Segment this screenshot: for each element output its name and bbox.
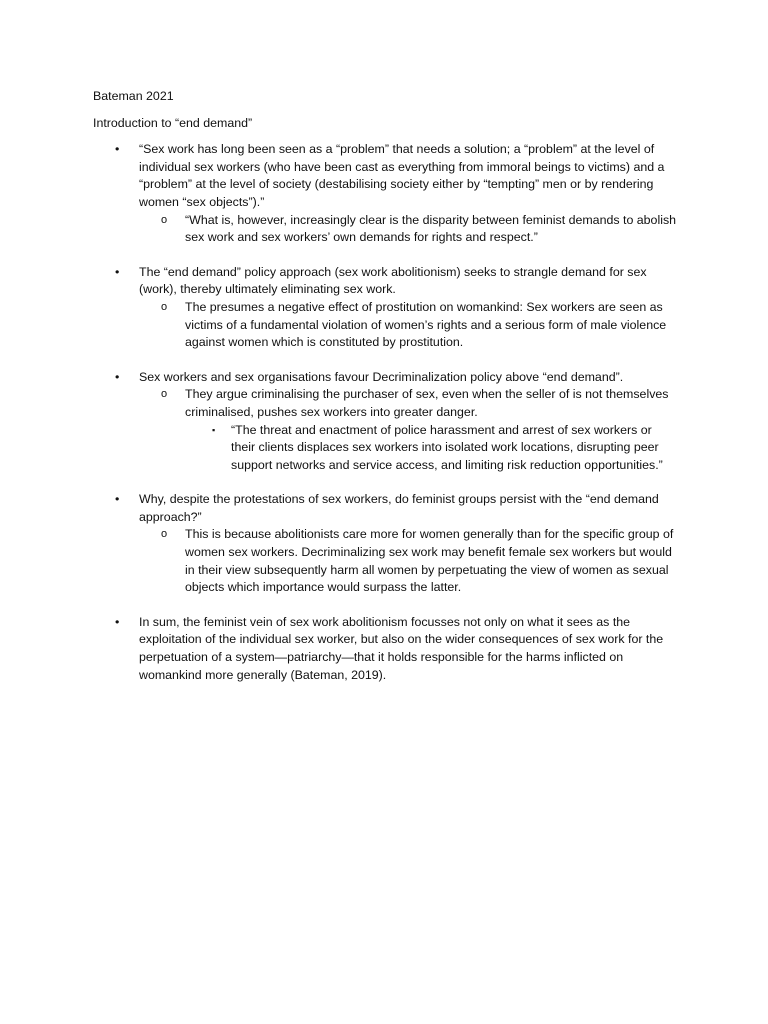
list-item bbox=[93, 141, 678, 247]
document-body bbox=[93, 88, 678, 701]
list-item-text: The “end demand” policy approach (sex work abolitionism) seeks to strangle demand for sex (work), thereby ultimately eliminating sex work. bbox=[139, 264, 647, 297]
list-item bbox=[93, 264, 678, 352]
list-item-text: Why, despite the protestations of sex workers, do feminist groups persist with the “end demand approach?” bbox=[139, 492, 659, 524]
sub-list-item-text: “What is, however, increasingly clear is the disparity between feminist demands to abolish sex work and sex workers’ own demands for rights and respect.” bbox=[185, 212, 677, 245]
list-item-text: Sex workers and sex organisations favour Decriminalization policy above “end demand”. bbox=[139, 369, 624, 384]
list-item bbox=[93, 491, 678, 597]
sub-list-item-text: The presumes a negative effect of prostitution on womankind: Sex workers are seen as victims of a fundamental violation of women’s rights and a serious form of male violence against women which is constituted by prostitution. bbox=[185, 299, 667, 350]
list-item bbox=[93, 614, 678, 684]
sub-sub-list-item bbox=[185, 422, 678, 475]
sub-list-item-text: This is because abolitionists care more for women generally than for the specific group of women sex workers. Decriminalizing sex work may benefit female sex workers but would in their view subsequently harm all women by perpetuating the view of women as sexual objects which importance would surpass the latter. bbox=[185, 527, 674, 595]
sub-list bbox=[139, 386, 678, 474]
sub-sub-list-item-text: “The threat and enactment of police harassment and arrest of sex workers or their clients displaces sex workers into isolated work locations, disrupting peer support networks and service access, and limiting risk reduction opportunities.” bbox=[231, 422, 663, 472]
sub-list-item bbox=[139, 386, 678, 474]
square-bullet-icon: ▪ bbox=[212, 424, 216, 435]
list-item-text: “Sex work has long been seen as a “problem” that needs a solution; a “problem” at the level of individual sex workers (who have been cast as everything from immoral beings to victims) and a “problem” at the level of society (destabilising society either by “tempting” men or by rendering women “sex objects”).” bbox=[139, 142, 665, 209]
sub-list bbox=[139, 299, 678, 352]
sub-list bbox=[139, 526, 678, 596]
bullet-icon: • bbox=[115, 614, 120, 629]
sub-list-item bbox=[139, 212, 678, 247]
sub-list-item bbox=[139, 526, 678, 596]
bullet-list bbox=[93, 141, 678, 684]
list-item bbox=[93, 369, 678, 475]
section-heading: Introduction to “end demand” bbox=[93, 115, 253, 130]
document-title: Bateman 2021 bbox=[93, 89, 174, 103]
sub-list-item-text: They argue criminalising the purchaser of sex, even when the seller of is not themselves criminalised, pushes sex workers into greater danger. bbox=[185, 387, 669, 419]
bullet-icon: • bbox=[115, 492, 120, 507]
circle-bullet-icon: o bbox=[161, 300, 168, 313]
sub-list bbox=[139, 212, 678, 247]
bullet-icon: • bbox=[115, 264, 120, 279]
circle-bullet-icon: o bbox=[161, 388, 168, 401]
circle-bullet-icon: o bbox=[161, 528, 168, 541]
list-item-text: In sum, the feminist vein of sex work abolitionism focusses not only on what it sees as the exploitation of the individual sex worker, but also on the wider consequences of sex work for the perpetuation of a system—patriarchy—that it holds responsible for the harms inflicted on womankind more generally (Bateman, 2019). bbox=[139, 614, 664, 682]
sub-list-item bbox=[139, 299, 678, 352]
sub-sub-list bbox=[185, 422, 678, 475]
circle-bullet-icon: o bbox=[161, 213, 168, 226]
bullet-icon: • bbox=[115, 369, 120, 384]
bullet-icon: • bbox=[115, 142, 120, 157]
